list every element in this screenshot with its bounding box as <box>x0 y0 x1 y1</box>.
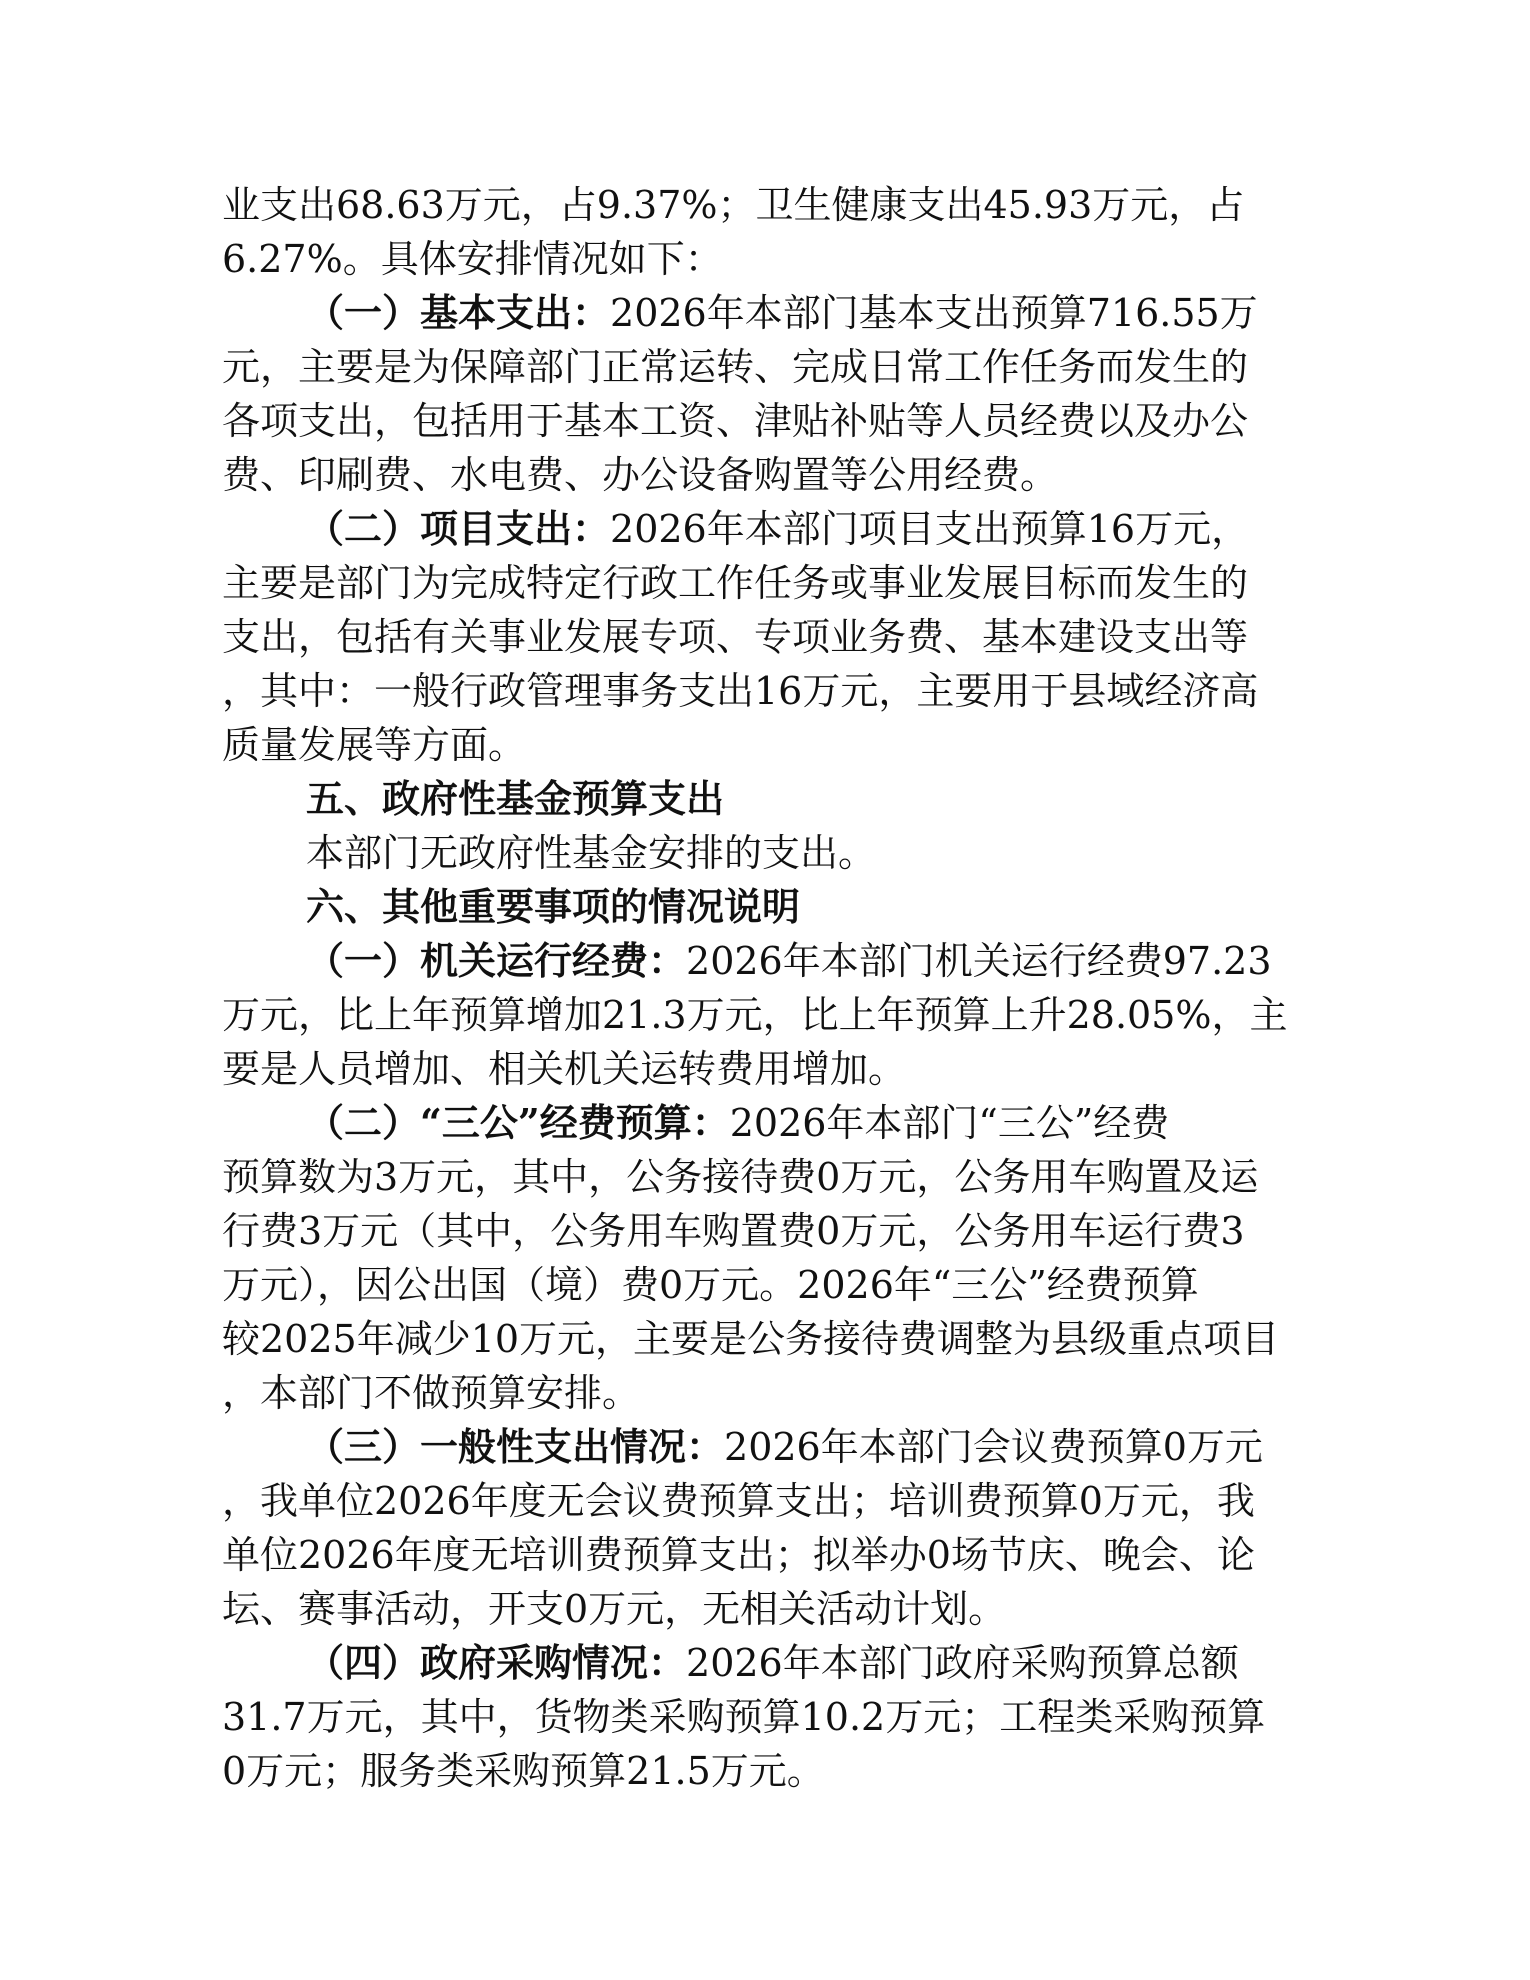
body-line <box>222 1690 1302 1744</box>
section-heading-other-matters: 六、其他重要事项的情况说明 <box>306 884 801 929</box>
line-text: 要是人员增加、相关机关运转费用增加。 <box>222 1047 907 1091</box>
body-line <box>222 1366 1302 1420</box>
body-line <box>222 718 1302 772</box>
body-line <box>222 1150 1302 1204</box>
line-text: 本部门无政府性基金安排的支出。 <box>306 831 877 875</box>
line-text: 6.27%。具体安排情况如下： <box>222 237 723 281</box>
line-text: 业支出68.63万元，占9.37%；卫生健康支出45.93万元，占 <box>222 183 1245 227</box>
line-text: 2026年本部门项目支出预算16万元， <box>610 507 1250 551</box>
line-text: ，本部门不做预算安排。 <box>222 1371 641 1415</box>
body-line <box>222 1582 1302 1636</box>
line-text: 预算数为3万元，其中，公务接待费0万元，公务用车购置及运 <box>222 1155 1259 1199</box>
line-text: 2026年本部门机关运行经费97.23 <box>686 939 1272 983</box>
line-text: 各项支出，包括用于基本工资、津贴补贴等人员经费以及办公 <box>222 399 1249 443</box>
section-general-expenditure <box>222 1420 1302 1474</box>
body-line <box>222 340 1302 394</box>
body-line <box>222 664 1302 718</box>
body-line <box>222 1204 1302 1258</box>
section-label: （四）政府采购情况： <box>306 1640 687 1685</box>
section-label: （一）机关运行经费： <box>306 938 687 983</box>
body-line <box>222 1744 1302 1798</box>
line-text: 万元），因公出国（境）费0万元。2026年“三公”经费预算 <box>222 1263 1199 1307</box>
body-line <box>222 1042 1302 1096</box>
section-label: （一）基本支出： <box>306 290 611 335</box>
section-label: （三）一般性支出情况： <box>306 1424 725 1469</box>
body-line <box>222 1312 1302 1366</box>
section-label: （二）项目支出： <box>306 506 611 551</box>
body-line <box>222 988 1302 1042</box>
line-text: 行费3万元（其中，公务用车购置费0万元，公务用车运行费3 <box>222 1209 1245 1253</box>
line-text: ，其中：一般行政管理事务支出16万元，主要用于县域经济高 <box>222 669 1259 713</box>
line-text: 万元，比上年预算增加21.3万元，比上年预算上升28.05%，主 <box>222 993 1288 1037</box>
line-text: 元，主要是为保障部门正常运转、完成日常工作任务而发生的 <box>222 345 1249 389</box>
document-page <box>222 178 1302 1798</box>
body-line <box>222 394 1302 448</box>
line-text: ，我单位2026年度无会议费预算支出；培训费预算0万元，我 <box>222 1479 1255 1523</box>
body-line <box>222 556 1302 610</box>
section-label: （二）“三公”经费预算： <box>306 1100 730 1145</box>
body-line <box>222 1528 1302 1582</box>
line-text: 单位2026年度无培训费预算支出；拟举办0场节庆、晚会、论 <box>222 1533 1255 1577</box>
line-text: 费、印刷费、水电费、办公设备购置等公用经费。 <box>222 453 1059 497</box>
section-project-expenditure <box>222 502 1302 556</box>
body-line <box>222 826 1302 880</box>
body-line <box>222 1474 1302 1528</box>
line-text: 较2025年减少10万元，主要是公务接待费调整为县级重点项目 <box>222 1317 1280 1361</box>
section-operating-expenses <box>222 934 1302 988</box>
line-text: 主要是部门为完成特定行政工作任务或事业发展目标而发生的 <box>222 561 1249 605</box>
line-text: 0万元；服务类采购预算21.5万元。 <box>222 1749 825 1793</box>
body-line <box>222 232 1302 286</box>
body-line <box>222 448 1302 502</box>
line-text: 坛、赛事活动，开支0万元，无相关活动计划。 <box>222 1587 1007 1631</box>
body-line <box>222 1258 1302 1312</box>
line-text: 支出，包括有关事业发展专项、专项业务费、基本建设支出等 <box>222 615 1249 659</box>
section-basic-expenditure <box>222 286 1302 340</box>
line-text: 2026年本部门政府采购预算总额 <box>686 1641 1239 1685</box>
section-three-public-expenses <box>222 1096 1302 1150</box>
section-heading-government-fund: 五、政府性基金预算支出 <box>306 776 725 821</box>
line-text: 2026年本部门会议费预算0万元 <box>724 1425 1263 1469</box>
line-text: 2026年本部门“三公”经费 <box>729 1101 1170 1145</box>
body-line <box>222 178 1302 232</box>
line-text: 31.7万元，其中，货物类采购预算10.2万元；工程类采购预算 <box>222 1695 1266 1739</box>
section-government-procurement <box>222 1636 1302 1690</box>
line-text: 2026年本部门基本支出预算716.55万 <box>610 291 1258 335</box>
line-text: 质量发展等方面。 <box>222 723 527 767</box>
body-line <box>222 610 1302 664</box>
